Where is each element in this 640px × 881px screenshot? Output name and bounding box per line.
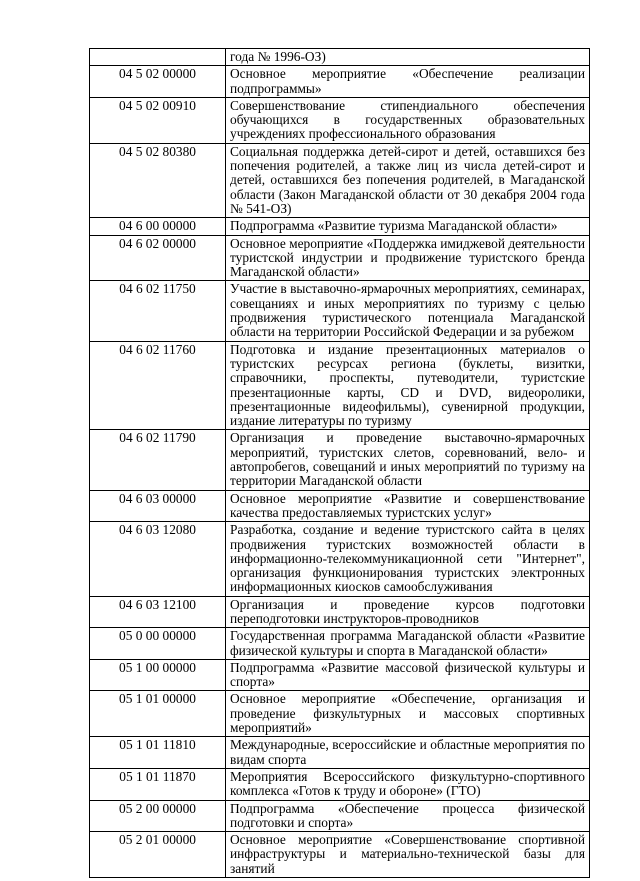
row-code: 04 6 02 00000: [90, 235, 226, 281]
row-description: Участие в выставочно-ярмарочных мероприятиях, семинарах, совещаниях и иных мероприятиях по туризму с целью продвижения туристического потенциала Магаданской области на территории Российской Федерации и за рубежом: [226, 281, 590, 341]
row-code: 05 1 01 00000: [90, 691, 226, 737]
row-code: 04 6 03 12100: [90, 596, 226, 628]
table-row: [90, 737, 590, 769]
row-description: Подпрограмма «Развитие массовой физической культуры и спорта»: [226, 659, 590, 691]
row-description: года № 1996-ОЗ): [226, 49, 590, 66]
table-row: [90, 628, 590, 660]
row-description: Основное мероприятие «Обеспечение реализации подпрограммы»: [226, 66, 590, 98]
row-description: Организация и проведение выставочно-ярмарочных мероприятий, туристских слетов, соревнований, вело- и автопробегов, совещаний и иных мероприятий по туризму на территории Магаданской области: [226, 430, 590, 490]
row-description: Основное мероприятие «Развитие и совершенствование качества предоставляемых туристских услуг»: [226, 490, 590, 522]
row-description: Основное мероприятие «Обеспечение, организация и проведение физкультурных и массовых спортивных мероприятий»: [226, 691, 590, 737]
table-body: [90, 49, 590, 878]
row-description: Совершенствование стипендиального обеспечения обучающихся в государственных образовательных учреждениях профессионального образования: [226, 97, 590, 143]
table-row: [90, 235, 590, 281]
row-code: 05 2 01 00000: [90, 832, 226, 878]
row-code: 04 6 02 11750: [90, 281, 226, 341]
budget-classification-table: [89, 48, 590, 878]
row-code: 05 0 00 00000: [90, 628, 226, 660]
row-code: [90, 49, 226, 66]
row-description: Подпрограмма «Развитие туризма Магаданской области»: [226, 218, 590, 235]
row-code: 04 5 02 80380: [90, 143, 226, 217]
table-row: [90, 800, 590, 832]
table-row: [90, 281, 590, 341]
table-row: [90, 596, 590, 628]
row-code: 05 2 00 00000: [90, 800, 226, 832]
row-description: Государственная программа Магаданской области «Развитие физической культуры и спорта в Магаданской области»: [226, 628, 590, 660]
row-description: Подпрограмма «Обеспечение процесса физической подготовки и спорта»: [226, 800, 590, 832]
row-code: 05 1 01 11870: [90, 768, 226, 800]
table-row: [90, 143, 590, 217]
row-code: 04 5 02 00910: [90, 97, 226, 143]
row-description: Основное мероприятие «Совершенствование спортивной инфраструктуры и материально-технической базы для занятий: [226, 832, 590, 878]
table-row: [90, 659, 590, 691]
table-row: [90, 218, 590, 235]
row-code: 04 6 02 11760: [90, 341, 226, 430]
table-row: [90, 691, 590, 737]
row-code: 04 5 02 00000: [90, 66, 226, 98]
table-row: [90, 522, 590, 596]
row-code: 04 6 00 00000: [90, 218, 226, 235]
row-description: Основное мероприятие «Поддержка имиджевой деятельности туристской индустрии и продвижение туристского бренда Магаданской области»: [226, 235, 590, 281]
row-code: 04 6 03 00000: [90, 490, 226, 522]
row-code: 05 1 00 00000: [90, 659, 226, 691]
table-row: [90, 49, 590, 66]
row-description: Подготовка и издание презентационных материалов о туристских ресурсах региона (буклеты, визитки, справочники, проспекты, путеводители, туристские презентационные карты, CD и DVD, видеоролики, презентационные видеофильмы), сувенирной продукции, издание литературы по туризму: [226, 341, 590, 430]
row-description: Организация и проведение курсов подготовки переподготовки инструкторов-проводников: [226, 596, 590, 628]
row-description: Разработка, создание и ведение туристского сайта в целях продвижения туристских возможностей области в информационно-телекоммуникационной сети "Интернет", организация функционирования туристских электронных информационных киосков самообслуживания: [226, 522, 590, 596]
table-row: [90, 768, 590, 800]
row-code: 04 6 03 12080: [90, 522, 226, 596]
table-row: [90, 490, 590, 522]
row-description: Международные, всероссийские и областные мероприятия по видам спорта: [226, 737, 590, 769]
table-row: [90, 832, 590, 878]
table-row: [90, 97, 590, 143]
table-row: [90, 430, 590, 490]
table-row: [90, 341, 590, 430]
row-code: 04 6 02 11790: [90, 430, 226, 490]
row-description: Мероприятия Всероссийского физкультурно-спортивного комплекса «Готов к труду и обороне» (ГТО): [226, 768, 590, 800]
table-row: [90, 66, 590, 98]
row-description: Социальная поддержка детей-сирот и детей, оставшихся без попечения родителей, а также лиц из числа детей-сирот и детей, оставшихся без попечения родителей, в Магаданской области (Закон Магаданской области от 30 декабря 2004 года № 541-ОЗ): [226, 143, 590, 217]
row-code: 05 1 01 11810: [90, 737, 226, 769]
